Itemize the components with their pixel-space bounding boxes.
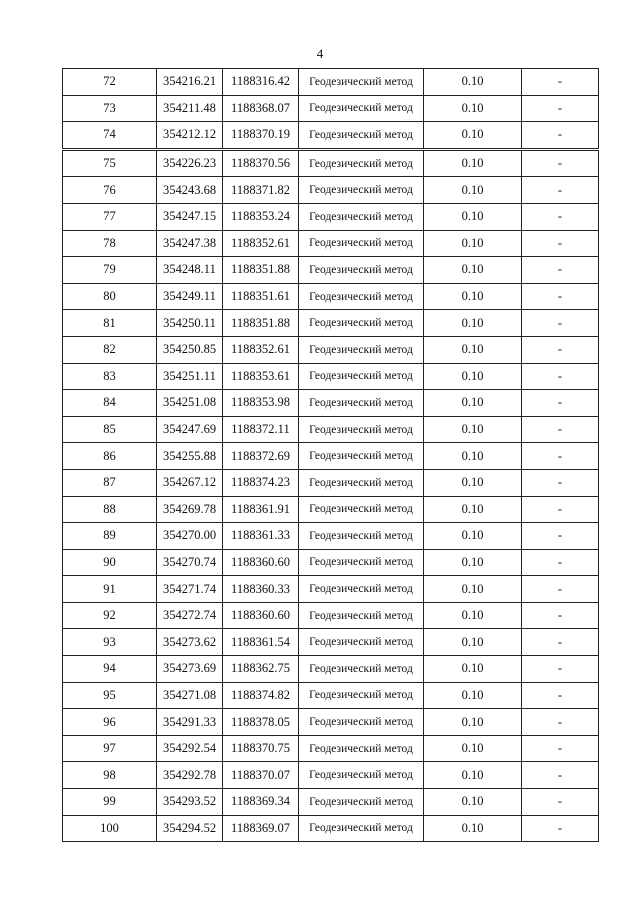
table-row xyxy=(63,469,599,496)
y-coordinate-cell: 1188361.54 xyxy=(223,629,299,656)
accuracy-cell: 0.10 xyxy=(424,469,522,496)
accuracy-cell: 0.10 xyxy=(424,709,522,736)
x-coordinate-cell: 354250.11 xyxy=(157,310,223,337)
y-coordinate-cell: 1188362.75 xyxy=(223,656,299,683)
table-row xyxy=(63,496,599,523)
point-number-cell: 77 xyxy=(63,203,157,230)
method-cell: Геодезический метод xyxy=(299,230,424,257)
point-number-cell: 97 xyxy=(63,735,157,762)
accuracy-cell: 0.10 xyxy=(424,443,522,470)
method-cell: Геодезический метод xyxy=(299,682,424,709)
table-body xyxy=(63,69,599,842)
table-row xyxy=(63,177,599,204)
accuracy-cell: 0.10 xyxy=(424,735,522,762)
x-coordinate-cell: 354250.85 xyxy=(157,336,223,363)
y-coordinate-cell: 1188378.05 xyxy=(223,709,299,736)
point-number-cell: 79 xyxy=(63,257,157,284)
x-coordinate-cell: 354247.15 xyxy=(157,203,223,230)
y-coordinate-cell: 1188372.11 xyxy=(223,416,299,443)
table-row xyxy=(63,735,599,762)
y-coordinate-cell: 1188360.60 xyxy=(223,602,299,629)
note-cell: - xyxy=(522,122,599,150)
note-cell: - xyxy=(522,310,599,337)
y-coordinate-cell: 1188370.75 xyxy=(223,735,299,762)
y-coordinate-cell: 1188374.23 xyxy=(223,469,299,496)
table-row xyxy=(63,149,599,177)
method-cell: Геодезический метод xyxy=(299,762,424,789)
x-coordinate-cell: 354272.74 xyxy=(157,602,223,629)
table-row xyxy=(63,390,599,417)
method-cell: Геодезический метод xyxy=(299,602,424,629)
note-cell: - xyxy=(522,549,599,576)
y-coordinate-cell: 1188370.07 xyxy=(223,762,299,789)
accuracy-cell: 0.10 xyxy=(424,363,522,390)
y-coordinate-cell: 1188369.34 xyxy=(223,789,299,816)
y-coordinate-cell: 1188352.61 xyxy=(223,230,299,257)
y-coordinate-cell: 1188351.88 xyxy=(223,310,299,337)
method-cell: Геодезический метод xyxy=(299,310,424,337)
note-cell: - xyxy=(522,735,599,762)
accuracy-cell: 0.10 xyxy=(424,656,522,683)
table-row xyxy=(63,815,599,842)
accuracy-cell: 0.10 xyxy=(424,789,522,816)
note-cell: - xyxy=(522,363,599,390)
y-coordinate-cell: 1188370.56 xyxy=(223,149,299,177)
table-row xyxy=(63,549,599,576)
point-number-cell: 86 xyxy=(63,443,157,470)
point-number-cell: 78 xyxy=(63,230,157,257)
note-cell: - xyxy=(522,709,599,736)
method-cell: Геодезический метод xyxy=(299,629,424,656)
method-cell: Геодезический метод xyxy=(299,416,424,443)
accuracy-cell: 0.10 xyxy=(424,283,522,310)
accuracy-cell: 0.10 xyxy=(424,149,522,177)
y-coordinate-cell: 1188371.82 xyxy=(223,177,299,204)
note-cell: - xyxy=(522,629,599,656)
y-coordinate-cell: 1188368.07 xyxy=(223,95,299,122)
x-coordinate-cell: 354251.08 xyxy=(157,390,223,417)
method-cell: Геодезический метод xyxy=(299,149,424,177)
point-number-cell: 100 xyxy=(63,815,157,842)
point-number-cell: 95 xyxy=(63,682,157,709)
x-coordinate-cell: 354292.78 xyxy=(157,762,223,789)
point-number-cell: 98 xyxy=(63,762,157,789)
x-coordinate-cell: 354291.33 xyxy=(157,709,223,736)
y-coordinate-cell: 1188351.61 xyxy=(223,283,299,310)
coordinates-table xyxy=(62,68,599,842)
note-cell: - xyxy=(522,469,599,496)
note-cell: - xyxy=(522,523,599,550)
note-cell: - xyxy=(522,443,599,470)
x-coordinate-cell: 354267.12 xyxy=(157,469,223,496)
x-coordinate-cell: 354249.11 xyxy=(157,283,223,310)
point-number-cell: 91 xyxy=(63,576,157,603)
x-coordinate-cell: 354292.54 xyxy=(157,735,223,762)
table-row xyxy=(63,629,599,656)
x-coordinate-cell: 354251.11 xyxy=(157,363,223,390)
method-cell: Геодезический метод xyxy=(299,336,424,363)
method-cell: Геодезический метод xyxy=(299,257,424,284)
x-coordinate-cell: 354270.00 xyxy=(157,523,223,550)
point-number-cell: 87 xyxy=(63,469,157,496)
point-number-cell: 83 xyxy=(63,363,157,390)
table-row xyxy=(63,336,599,363)
method-cell: Геодезический метод xyxy=(299,656,424,683)
point-number-cell: 75 xyxy=(63,149,157,177)
table-row xyxy=(63,283,599,310)
point-number-cell: 96 xyxy=(63,709,157,736)
method-cell: Геодезический метод xyxy=(299,709,424,736)
y-coordinate-cell: 1188316.42 xyxy=(223,69,299,96)
point-number-cell: 92 xyxy=(63,602,157,629)
accuracy-cell: 0.10 xyxy=(424,815,522,842)
point-number-cell: 99 xyxy=(63,789,157,816)
table-row xyxy=(63,122,599,150)
table-row xyxy=(63,416,599,443)
table-row xyxy=(63,230,599,257)
table-row xyxy=(63,95,599,122)
point-number-cell: 93 xyxy=(63,629,157,656)
note-cell: - xyxy=(522,789,599,816)
point-number-cell: 73 xyxy=(63,95,157,122)
x-coordinate-cell: 354248.11 xyxy=(157,257,223,284)
method-cell: Геодезический метод xyxy=(299,549,424,576)
y-coordinate-cell: 1188353.98 xyxy=(223,390,299,417)
x-coordinate-cell: 354247.69 xyxy=(157,416,223,443)
note-cell: - xyxy=(522,336,599,363)
method-cell: Геодезический метод xyxy=(299,789,424,816)
accuracy-cell: 0.10 xyxy=(424,336,522,363)
table-row xyxy=(63,656,599,683)
point-number-cell: 94 xyxy=(63,656,157,683)
x-coordinate-cell: 354211.48 xyxy=(157,95,223,122)
table-row xyxy=(63,789,599,816)
accuracy-cell: 0.10 xyxy=(424,390,522,417)
point-number-cell: 81 xyxy=(63,310,157,337)
table-row xyxy=(63,682,599,709)
x-coordinate-cell: 354270.74 xyxy=(157,549,223,576)
method-cell: Геодезический метод xyxy=(299,735,424,762)
table-row xyxy=(63,363,599,390)
accuracy-cell: 0.10 xyxy=(424,230,522,257)
x-coordinate-cell: 354226.23 xyxy=(157,149,223,177)
accuracy-cell: 0.10 xyxy=(424,549,522,576)
accuracy-cell: 0.10 xyxy=(424,69,522,96)
page-number: 4 xyxy=(316,46,324,61)
y-coordinate-cell: 1188360.33 xyxy=(223,576,299,603)
accuracy-cell: 0.10 xyxy=(424,682,522,709)
method-cell: Геодезический метод xyxy=(299,576,424,603)
method-cell: Геодезический метод xyxy=(299,469,424,496)
table-row xyxy=(63,257,599,284)
y-coordinate-cell: 1188361.33 xyxy=(223,523,299,550)
y-coordinate-cell: 1188351.88 xyxy=(223,257,299,284)
point-number-cell: 84 xyxy=(63,390,157,417)
accuracy-cell: 0.10 xyxy=(424,310,522,337)
table-row xyxy=(63,523,599,550)
x-coordinate-cell: 354271.08 xyxy=(157,682,223,709)
method-cell: Геодезический метод xyxy=(299,203,424,230)
method-cell: Геодезический метод xyxy=(299,69,424,96)
method-cell: Геодезический метод xyxy=(299,523,424,550)
method-cell: Геодезический метод xyxy=(299,390,424,417)
table-row xyxy=(63,443,599,470)
point-number-cell: 89 xyxy=(63,523,157,550)
point-number-cell: 74 xyxy=(63,122,157,150)
x-coordinate-cell: 354255.88 xyxy=(157,443,223,470)
note-cell: - xyxy=(522,149,599,177)
accuracy-cell: 0.10 xyxy=(424,496,522,523)
method-cell: Геодезический метод xyxy=(299,363,424,390)
method-cell: Геодезический метод xyxy=(299,95,424,122)
accuracy-cell: 0.10 xyxy=(424,602,522,629)
accuracy-cell: 0.10 xyxy=(424,203,522,230)
accuracy-cell: 0.10 xyxy=(424,762,522,789)
note-cell: - xyxy=(522,602,599,629)
point-number-cell: 85 xyxy=(63,416,157,443)
x-coordinate-cell: 354293.52 xyxy=(157,789,223,816)
note-cell: - xyxy=(522,69,599,96)
y-coordinate-cell: 1188360.60 xyxy=(223,549,299,576)
note-cell: - xyxy=(522,815,599,842)
point-number-cell: 76 xyxy=(63,177,157,204)
note-cell: - xyxy=(522,576,599,603)
note-cell: - xyxy=(522,177,599,204)
note-cell: - xyxy=(522,762,599,789)
table-row xyxy=(63,576,599,603)
y-coordinate-cell: 1188374.82 xyxy=(223,682,299,709)
x-coordinate-cell: 354271.74 xyxy=(157,576,223,603)
note-cell: - xyxy=(522,257,599,284)
accuracy-cell: 0.10 xyxy=(424,416,522,443)
accuracy-cell: 0.10 xyxy=(424,95,522,122)
table-row xyxy=(63,69,599,96)
point-number-cell: 72 xyxy=(63,69,157,96)
method-cell: Геодезический метод xyxy=(299,122,424,150)
accuracy-cell: 0.10 xyxy=(424,629,522,656)
x-coordinate-cell: 354247.38 xyxy=(157,230,223,257)
accuracy-cell: 0.10 xyxy=(424,177,522,204)
accuracy-cell: 0.10 xyxy=(424,523,522,550)
y-coordinate-cell: 1188353.61 xyxy=(223,363,299,390)
point-number-cell: 82 xyxy=(63,336,157,363)
x-coordinate-cell: 354269.78 xyxy=(157,496,223,523)
note-cell: - xyxy=(522,230,599,257)
method-cell: Геодезический метод xyxy=(299,177,424,204)
note-cell: - xyxy=(522,283,599,310)
method-cell: Геодезический метод xyxy=(299,443,424,470)
y-coordinate-cell: 1188369.07 xyxy=(223,815,299,842)
table-row xyxy=(63,709,599,736)
x-coordinate-cell: 354212.12 xyxy=(157,122,223,150)
table-row xyxy=(63,762,599,789)
note-cell: - xyxy=(522,95,599,122)
accuracy-cell: 0.10 xyxy=(424,576,522,603)
x-coordinate-cell: 354273.62 xyxy=(157,629,223,656)
accuracy-cell: 0.10 xyxy=(424,122,522,150)
point-number-cell: 90 xyxy=(63,549,157,576)
table-row xyxy=(63,310,599,337)
y-coordinate-cell: 1188370.19 xyxy=(223,122,299,150)
note-cell: - xyxy=(522,203,599,230)
accuracy-cell: 0.10 xyxy=(424,257,522,284)
method-cell: Геодезический метод xyxy=(299,283,424,310)
method-cell: Геодезический метод xyxy=(299,815,424,842)
y-coordinate-cell: 1188353.24 xyxy=(223,203,299,230)
note-cell: - xyxy=(522,390,599,417)
note-cell: - xyxy=(522,416,599,443)
y-coordinate-cell: 1188361.91 xyxy=(223,496,299,523)
x-coordinate-cell: 354294.52 xyxy=(157,815,223,842)
x-coordinate-cell: 354273.69 xyxy=(157,656,223,683)
point-number-cell: 80 xyxy=(63,283,157,310)
method-cell: Геодезический метод xyxy=(299,496,424,523)
note-cell: - xyxy=(522,682,599,709)
point-number-cell: 88 xyxy=(63,496,157,523)
table-row xyxy=(63,602,599,629)
y-coordinate-cell: 1188372.69 xyxy=(223,443,299,470)
note-cell: - xyxy=(522,656,599,683)
table-row xyxy=(63,203,599,230)
y-coordinate-cell: 1188352.61 xyxy=(223,336,299,363)
x-coordinate-cell: 354243.68 xyxy=(157,177,223,204)
x-coordinate-cell: 354216.21 xyxy=(157,69,223,96)
note-cell: - xyxy=(522,496,599,523)
